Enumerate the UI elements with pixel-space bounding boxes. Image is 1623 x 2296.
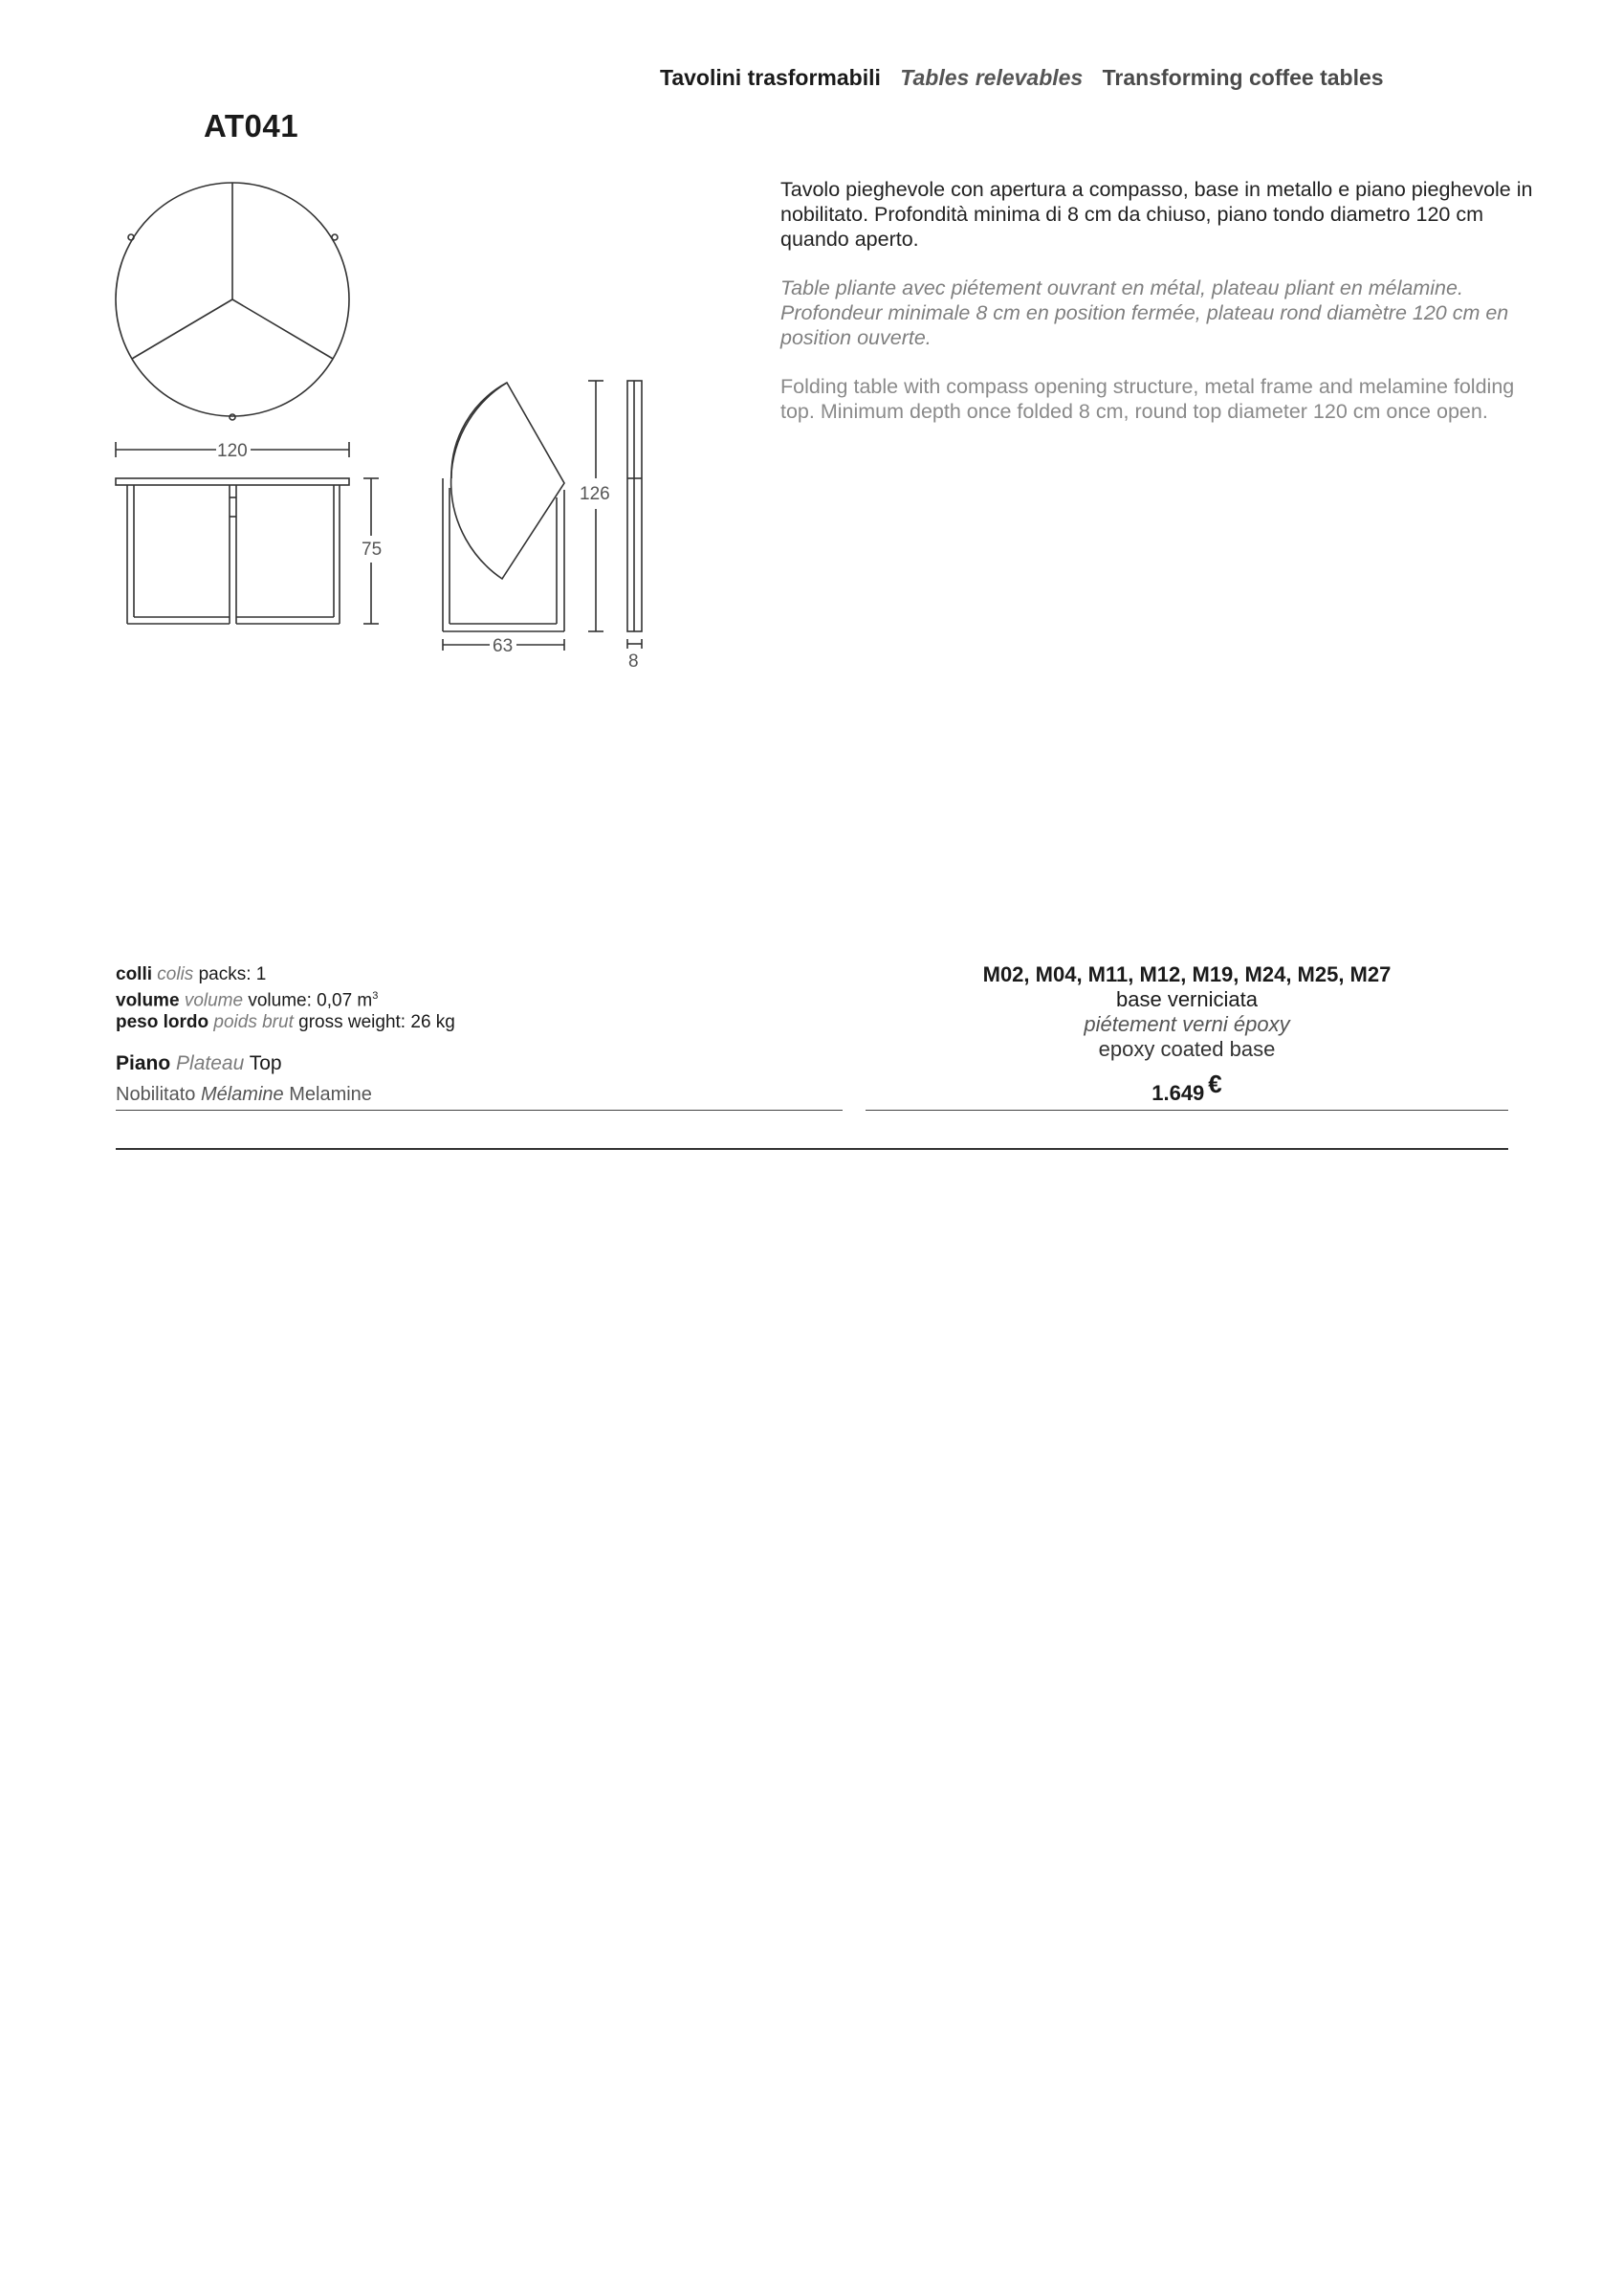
divider-right: [866, 1110, 1508, 1111]
product-code: AT041: [204, 108, 299, 144]
base-finish-block: [866, 962, 1508, 1062]
dim-diameter-label: 120: [217, 441, 248, 461]
header-title-fr: Tables relevables: [900, 65, 1084, 90]
finish-codes: M02, M04, M11, M12, M19, M24, M25, M27: [982, 962, 1392, 986]
weight-row: peso lordo poids brut gross weight: 26 kg: [116, 1012, 455, 1033]
packs-row: colli colis packs: 1: [116, 964, 267, 984]
dim-height-label: 75: [362, 540, 383, 560]
header-title-it: Tavolini trasformabili: [660, 65, 881, 90]
header-title-en: Transforming coffee tables: [1102, 65, 1384, 90]
top-material-title: Piano Plateau Top: [116, 1052, 282, 1074]
description-fr: Table pliante avec piétement ouvrant en métal, plateau pliant en mélamine. Profondeur minimale 8 cm en position fermée, plateau rond diamètre 120 cm en position ouverte.: [780, 276, 1509, 349]
description-en: Folding table with compass opening structure, metal frame and melamine folding top. Minimum depth once folded 8 cm, round top diameter 120 cm once open.: [780, 375, 1515, 423]
price: [866, 1070, 1508, 1106]
dim-folded-depth-label: 8: [628, 651, 639, 672]
front-view-drawing: [116, 478, 382, 624]
description-it: Tavolo pieghevole con apertura a compasso, base in metallo e piano pieghevole in nobilitato. Profondità minima di 8 cm da chiuso, piano tondo diametro 120 cm quando aperto.: [780, 178, 1533, 251]
volume-row: volume volume volume: 0,07 $m^3$: [116, 990, 379, 1011]
packaging-specs: [116, 963, 455, 1033]
finish-it: base verniciata: [1116, 987, 1258, 1011]
currency-symbol: €: [1208, 1070, 1222, 1098]
top-material-finish: Nobilitato Mélamine Melamine: [116, 1084, 372, 1105]
folded-view-drawing: [627, 381, 642, 672]
finish-en: epoxy coated base: [1098, 1037, 1276, 1061]
technical-drawings: [0, 0, 1623, 727]
side-view-drawing: [443, 381, 610, 656]
divider-bottom: [116, 1148, 1508, 1150]
price-value: 1.649: [1151, 1081, 1205, 1105]
divider-left: [116, 1110, 843, 1111]
dim-folded-height-label: 126: [580, 484, 610, 504]
dim-folded-width-label: 63: [493, 636, 514, 656]
top-view-drawing: [116, 183, 349, 461]
finish-fr: piétement verni époxy: [1084, 1012, 1290, 1036]
